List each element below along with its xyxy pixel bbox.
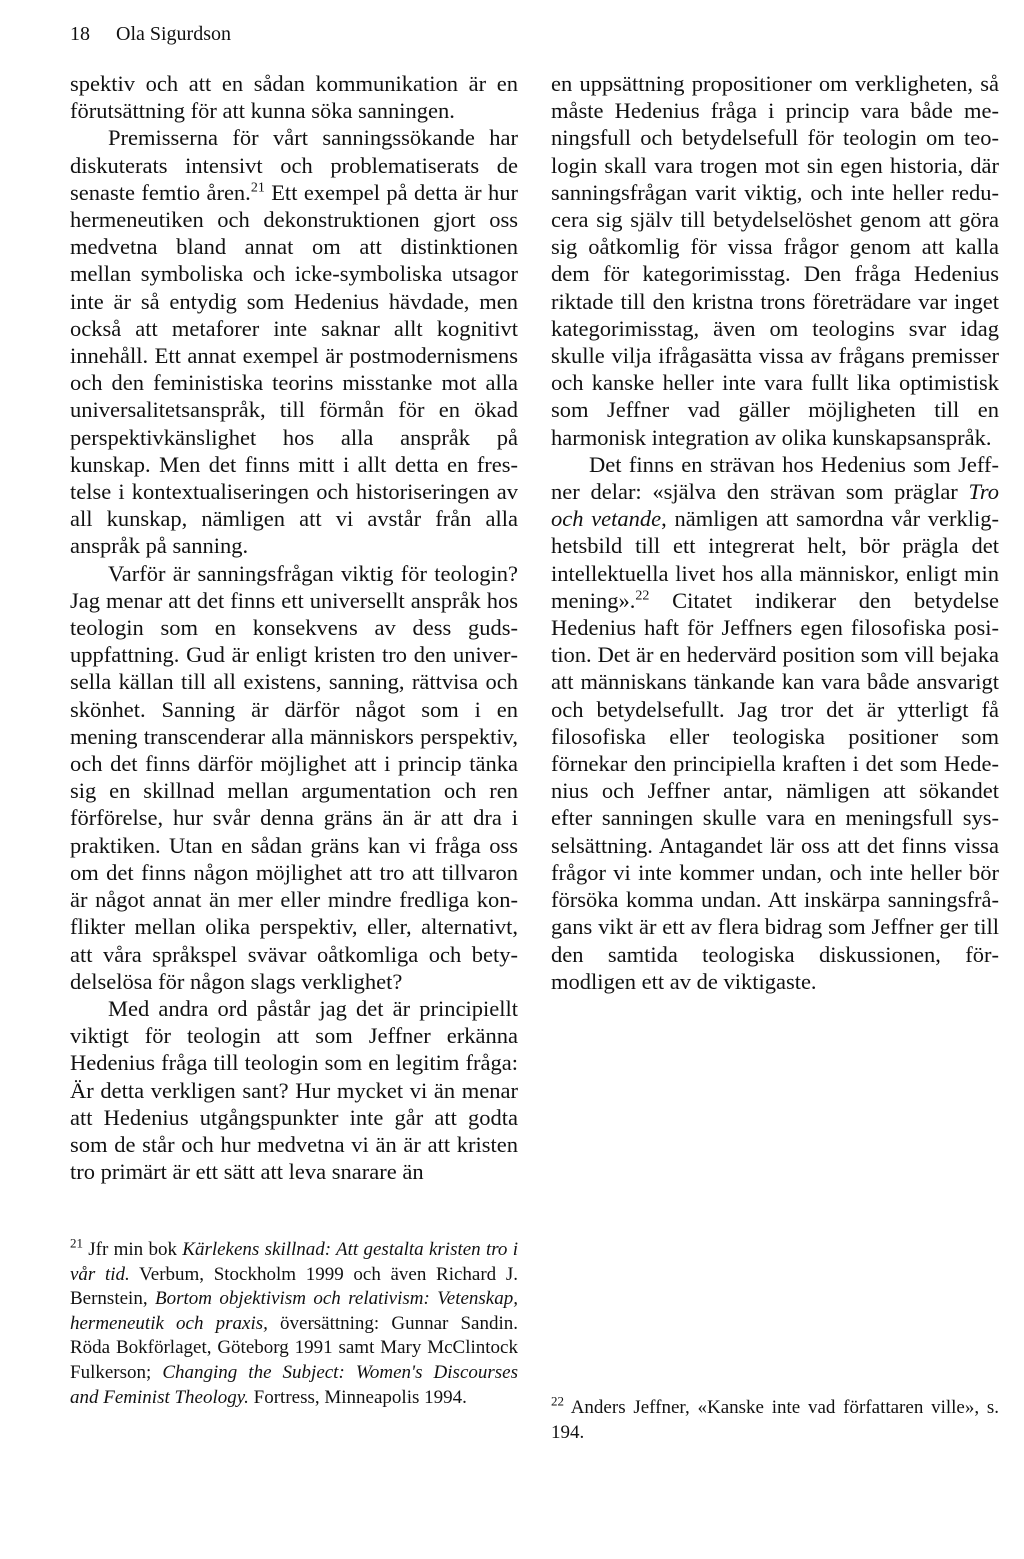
- footnote-22-text: Anders Jeffner, «Kanske inte vad författaren ville», s. 194.: [551, 1397, 999, 1443]
- right-column: [551, 70, 999, 995]
- paragraph-right-1: en uppsättning propositioner om verkligheten, så måste Hedenius fråga i princip vara både meningsfull och betydelsefull för teologin om teologin skall vara trogen mot sin egen historia, där sanningsfrågan varit viktig, och inte heller reducera sig själv till betydelselöshet genom att göra sig oåtkomlig för vissa frågor genom att kalla dem för kategorimisstag. Den fråga Hedenius riktade till den kristna trons företrädare var inget kategorimisstag, även om teologins svar idag skulle vilja ifrågasätta vissa av frågans premisser och kanske heller inte vara fullt lika optimistisk som Jeffner vad gäller möjligheten till en harmonisk integration av olika kunskapsanspråk.: [551, 71, 999, 450]
- page-number: 18: [70, 23, 90, 45]
- paragraph-right-2-text-a: Det finns en strävan hos Hedenius som Jeffner delar: «själva den strävan som präglar: [551, 451, 999, 505]
- paragraph-left-1: spektiv och att en sådan kommunikation är en förutsättning för att kunna söka sanningen.: [70, 71, 518, 124]
- footnote-ref-22[interactable]: 22: [635, 588, 650, 604]
- footnote-21-title-1: Kärlekens skillnad: Att gestalta kristen tro i vår tid.: [70, 1239, 518, 1285]
- running-header: [70, 22, 231, 46]
- footnote-22: [551, 1393, 999, 1445]
- footnote-ref-21[interactable]: 21: [250, 180, 265, 196]
- footnote-21-text-3: översättning: Gunnar Sandin. Röda Bokförlaget, Göteborg 1991 samt Mary McClintock Fulkerson;: [70, 1312, 519, 1383]
- footnote-21-title-2: Bortom objektivism och relativism: Vetenskap, hermeneutik och praxis,: [70, 1288, 518, 1334]
- paragraph-left-4: Med andra ord påstår jag det är principiellt viktigt för teologin att som Jeffner erkänna Hedenius fråga till teologin som en legitim fråga: Är detta verkligen sant? Hur mycket vi än menar att Hedenius utgångspunkter inte går att godta som de står och hur medvetna vi än är att kristen tro primärt är ett sätt att leva snarare än: [70, 995, 518, 1185]
- paragraph-left-2-text-b: Ett exempel på detta är hur hermeneutiken och dekonstruktionen gjort oss medvetna bland annat om att distinktionen mellan symboliska och icke-symboliska utsagor inte är så entydig som Hedenius hävdade, men också att metaforer inte saknar allt kognitivt innehåll. Ett annat exempel är postmodernismens och den feministiska teorins misstanke mot alla universalitetsanspråk, till förmån för en ökad perspektivkänslighet hos alla anspråk på kunskap. Men det finns mitt i allt detta en frestelse i kontextualiseringen och historiseringen av all kunskap, nämligen att vi avstår från alla anspråk på sanning.: [70, 179, 518, 559]
- footnote-21-text-4: Fortress, Minneapolis 1994.: [248, 1386, 467, 1408]
- paragraph-left-3: Varför är sanningsfrågan viktig för teologin? Jag menar att det finns ett universellt anspråk hos teologin som en konsekvens av dess gudsuppfattning. Gud är enligt kristen tro den universella källan till all existens, sanning, rättvisa och skönhet. Sanning är därför något som i en mening transcenderar alla människors perspektiv, och det finns därför möjlighet att i princip tänka sig en skillnad mellan argumentation och ren förförelse, hur svår denna gräns än är att dra i praktiken. Utan en sådan gräns kan vi fråga oss om det finns någon möjlighet att tro att tillvaron är något annat än mer eller mindre fredliga konflikter mellan olika perspektiv, eller, alternativt, att våra språkspel svävar oåtkomliga och betydelselösa för någon slags verklighet?: [70, 560, 518, 994]
- footnote-22-marker: 22: [551, 1393, 564, 1409]
- footnote-21-marker: 21: [70, 1235, 83, 1251]
- paragraph-right-2-text-c: Citatet indikerar den betydelse Hedenius haft för Jeffners egen filosofiska position. Det är en hedervärd position som vill bejaka att människans tänkande kan vara både ansvarigt och betydelsefullt. Jag tror det är ytterligt få filosofiska eller teologiska positioner som förnekar den principiella kraften i det som Hedenius och Jeffner antar, nämligen att sökandet efter sanningen skulle vara en meningsfull sysselsättning. Antagandet lär oss att det finns vissa frågor vi inte kommer undan, och inte heller bör försöka komma undan. Att inskärpa sanningsfrågans vikt är ett av flera bidrag som Jeffner ger till den samtida teologiska diskussionen, förmodligen ett av de viktigaste.: [551, 587, 999, 994]
- book-title-tro-och-vetande: Tro och vetande: [551, 479, 999, 532]
- paragraph-left-2: [70, 124, 518, 559]
- paragraph-left-2-text-a: Premisserna för vårt sanningssökande har diskuterats intensivt och problematiserats de senaste femtio åren.: [70, 125, 518, 205]
- paragraph-right-2: [551, 451, 999, 995]
- footnote-21: [70, 1235, 519, 1410]
- footnote-21-text-1: Jfr min bok: [83, 1239, 183, 1260]
- paragraph-right-2-text-b: , nämligen att samordna vår verklighetsbild till ett integrerat helt, bör prägla det intellektuella livet hos alla människor, enligt min mening».: [551, 506, 1000, 613]
- running-author: Ola Sigurdson: [116, 23, 231, 45]
- footnote-21-text-2: Verbum, Stockholm 1999 och även Richard J. Bernstein,: [70, 1263, 518, 1310]
- footnote-21-title-3: Changing the Subject: Women's Discourses and Feminist Theology.: [70, 1361, 518, 1408]
- left-column: [70, 70, 518, 1185]
